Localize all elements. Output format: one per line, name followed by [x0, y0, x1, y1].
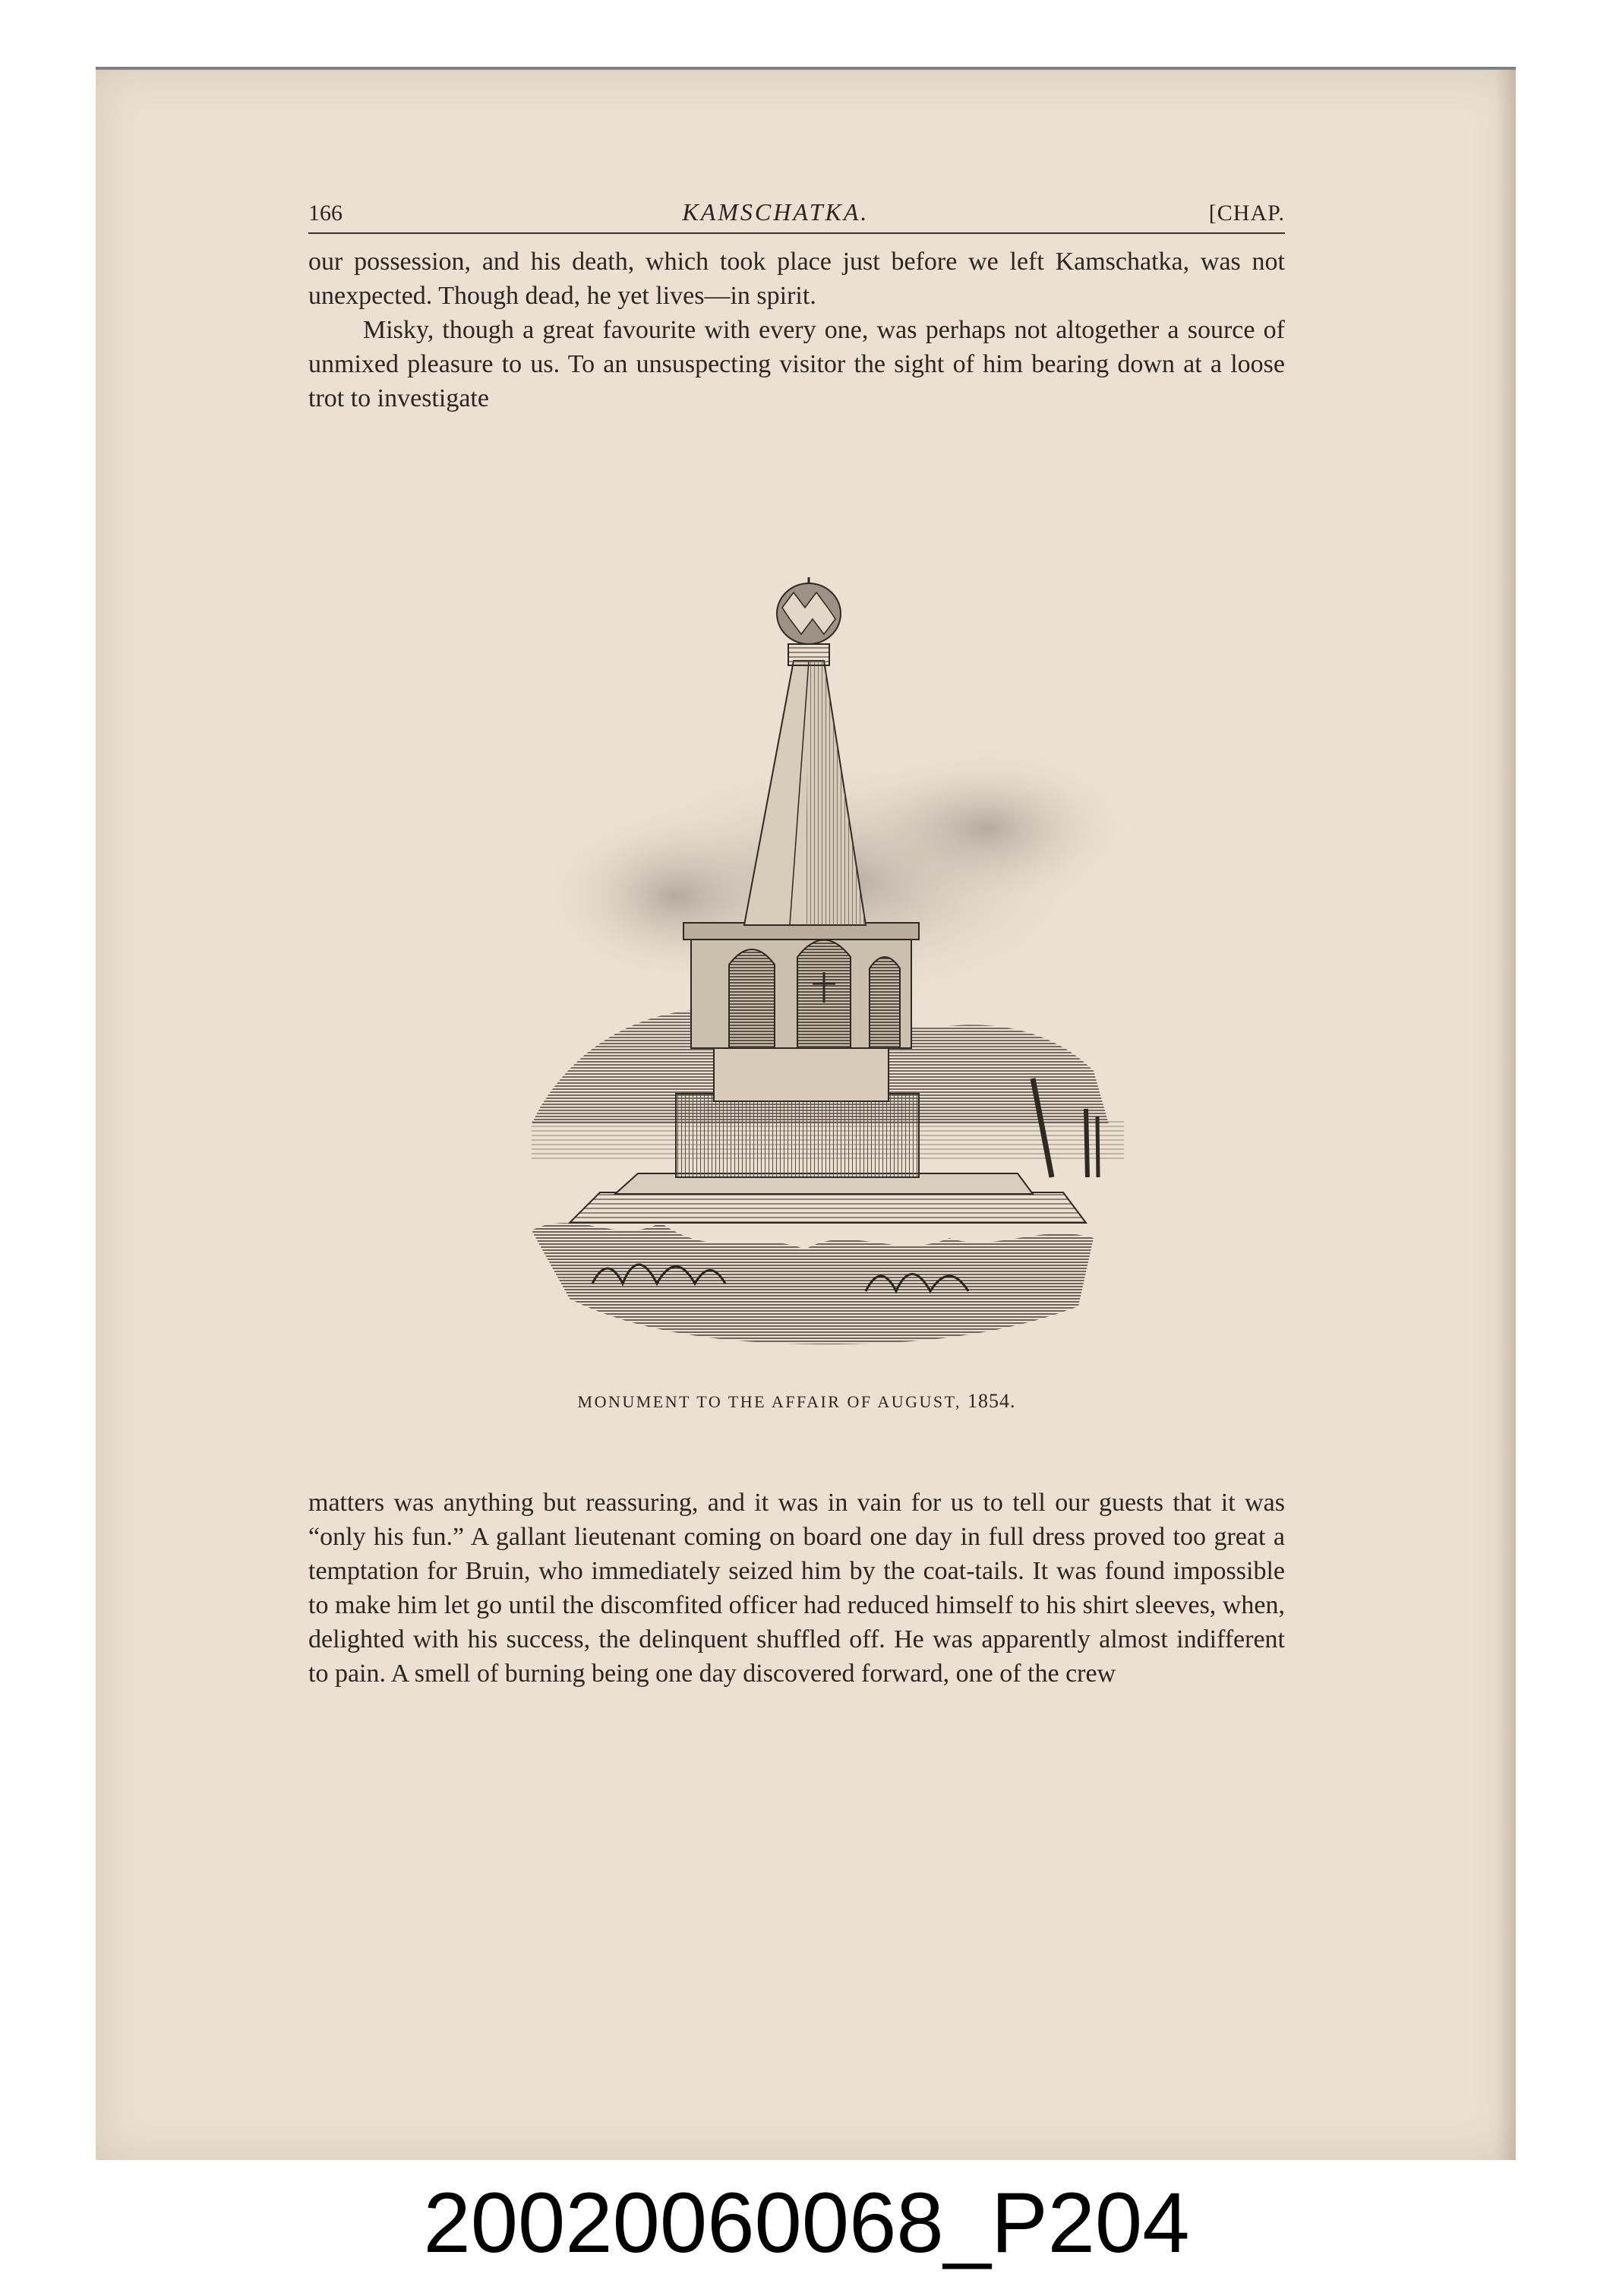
monument-engraving [486, 577, 1170, 1489]
running-title: KAMSCHATKA. [682, 198, 870, 226]
figure-caption [308, 1390, 1285, 1413]
chapter-marker: [CHAP. [1208, 201, 1285, 226]
paragraph: Misky, though a great favourite with every one, was perhaps not altogether a source of unmixed pleasure to us. To an unsuspecting visitor the sight of him bearing down at a loose trot to investigate [308, 316, 1285, 412]
text-block-top [308, 245, 1285, 415]
header-rule [308, 232, 1285, 234]
running-head [308, 181, 1285, 226]
page-number: 166 [308, 201, 342, 226]
catalog-id: 20020060068_P204 [423, 2175, 1190, 2270]
paragraph-continued: matters was anything but reassuring, and it was in vain for us to tell our guests that it was “only his fun.” A gallant lieutenant coming on board one day in full dress proved too great a temptation for Bruin, who immediately seized him by the coat-tails. It was found impossible to make him let go until the discomfited officer had reduced himself to his shirt sleeves, when, delighted with his success, the delinquent shuffled off. He was apparently almost indifferent to pain. A smell of burning being one day discovered forward, one of the crew [308, 1489, 1285, 1688]
caption-text: MONUMENT TO THE AFFAIR OF AUGUST, [577, 1392, 961, 1411]
paragraph-continued: our possession, and his death, which took place just before we left Kamschatka, was not unexpected. Though dead, he yet lives—in spirit. [308, 248, 1285, 310]
text-block-bottom [308, 1486, 1285, 1691]
caption-year: 1854. [967, 1390, 1016, 1412]
